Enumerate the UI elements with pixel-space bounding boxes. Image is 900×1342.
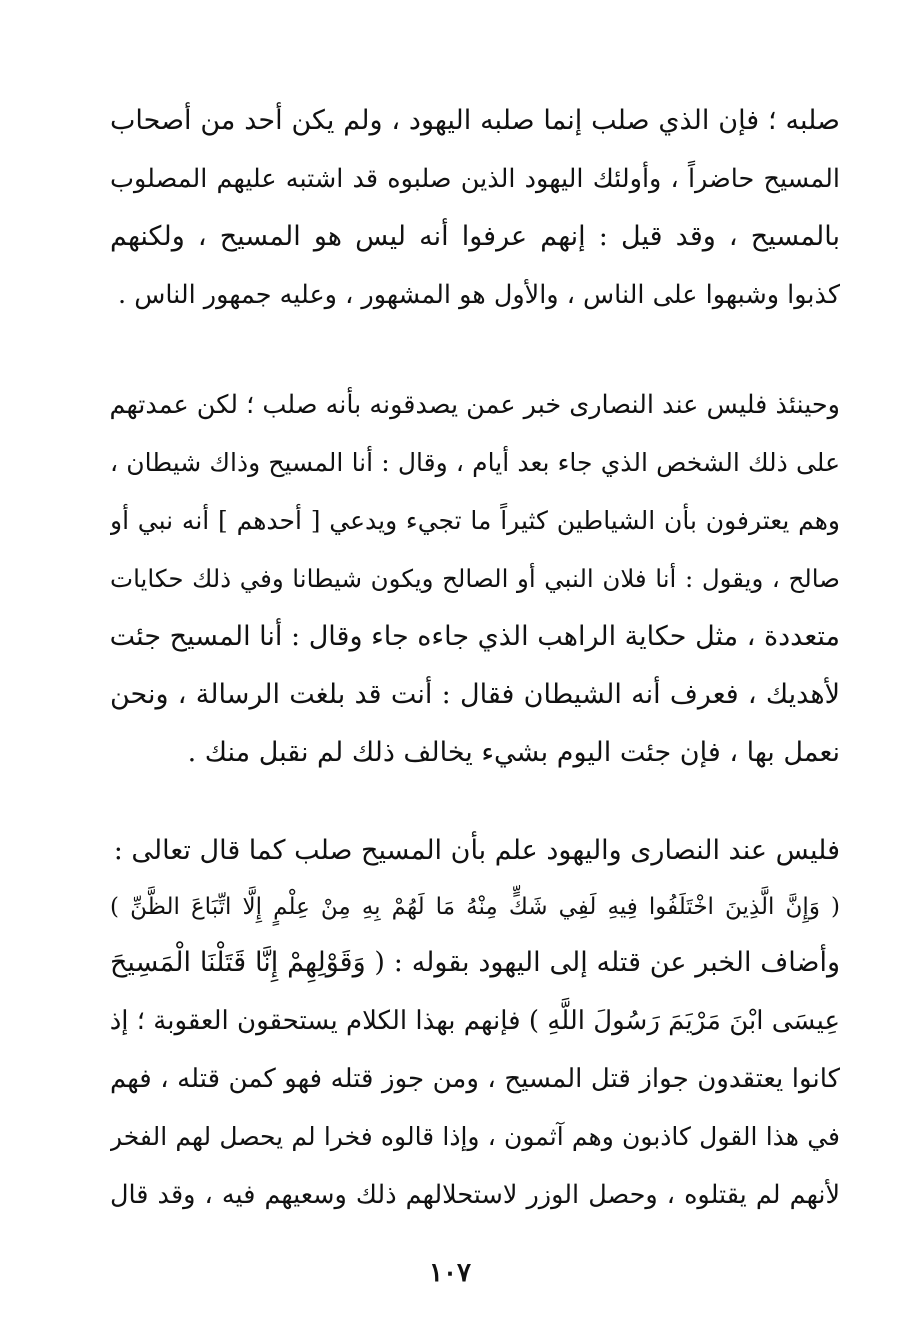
text-line: على ذلك الشخص الذي جاء بعد أيام ، وقال : أنا المسيح وذاك شيطان ،	[110, 448, 840, 477]
paragraph-3	[110, 822, 840, 1224]
text-line: في هذا القول كاذبون وهم آثمون ، وإذا قالوه فخرا لم يحصل لهم الفخر	[110, 1122, 840, 1151]
text-line: بالمسيح ، وقد قيل : إنهم عرفوا أنه ليس هو المسيح ، ولكنهم	[110, 221, 840, 252]
text-line: وحينئذ فليس عند النصارى خبر عمن يصدقونه بأنه صلب ؛ لكن عمدتهم	[110, 390, 840, 420]
quran-verse-line: ( وَإِنَّ الَّذِينَ اخْتَلَفُوا فِيهِ لَفِي شَكٍّ مِنْهُ مَا لَهُمْ بِهِ مِنْ عِلْمٍ إِلَّا اتِّبَاعَ الظَّنِّ )	[110, 894, 840, 920]
paragraph-2	[110, 376, 840, 782]
text-line: متعددة ، مثل حكاية الراهب الذي جاءه جاء وقال : أنا المسيح جئت	[110, 621, 840, 652]
page-number: ١٠٧	[429, 1258, 471, 1288]
text-line: صلبه ؛ فإن الذي صلب إنما صلبه اليهود ، ولم يكن أحد من أصحاب	[110, 105, 840, 136]
paragraph-1	[110, 92, 840, 324]
text-line: كانوا يعتقدون جواز قتل المسيح ، ومن جوز قتله فهو كمن قتله ، فهم	[110, 1064, 840, 1094]
text-line: فليس عند النصارى واليهود علم بأن المسيح صلب كما قال تعالى :	[113, 835, 840, 866]
text-line: صالح ، ويقول : أنا فلان النبي أو الصالح ويكون شيطانا وفي ذلك حكايات	[110, 564, 840, 593]
text-line: نعمل بها ، فإن جئت اليوم بشيء يخالف ذلك لم نقبل منك .	[187, 737, 840, 768]
text-line: وهم يعترفون بأن الشياطين كثيراً ما تجيء ويدعي [ أحدهم ] أنه نبي أو	[110, 506, 840, 535]
text-line: كذبوا وشبهوا على الناس ، والأول هو المشهور ، وعليه جمهور الناس .	[118, 280, 840, 310]
text-line: لأنهم لم يقتلوه ، وحصل الوزر لاستحلالهم ذلك وسعيهم فيه ، وقد قال	[110, 1180, 840, 1210]
text-line: وأضاف الخبر عن قتله إلى اليهود بقوله : ( وَقَوْلِهِمْ إِنَّا قَتَلْنَا الْمَسِيحَ	[110, 947, 840, 978]
text-line: المسيح حاضراً ، وأولئك اليهود الذين صلبوه قد اشتبه عليهم المصلوب	[110, 164, 840, 194]
text-line: لأهديك ، فعرف أنه الشيطان فقال : أنت قد بلغت الرسالة ، ونحن	[110, 679, 840, 710]
text-line: عِيسَى ابْنَ مَرْيَمَ رَسُولَ اللَّهِ ) فإنهم بهذا الكلام يستحقون العقوبة ؛ إذ	[110, 1006, 840, 1036]
